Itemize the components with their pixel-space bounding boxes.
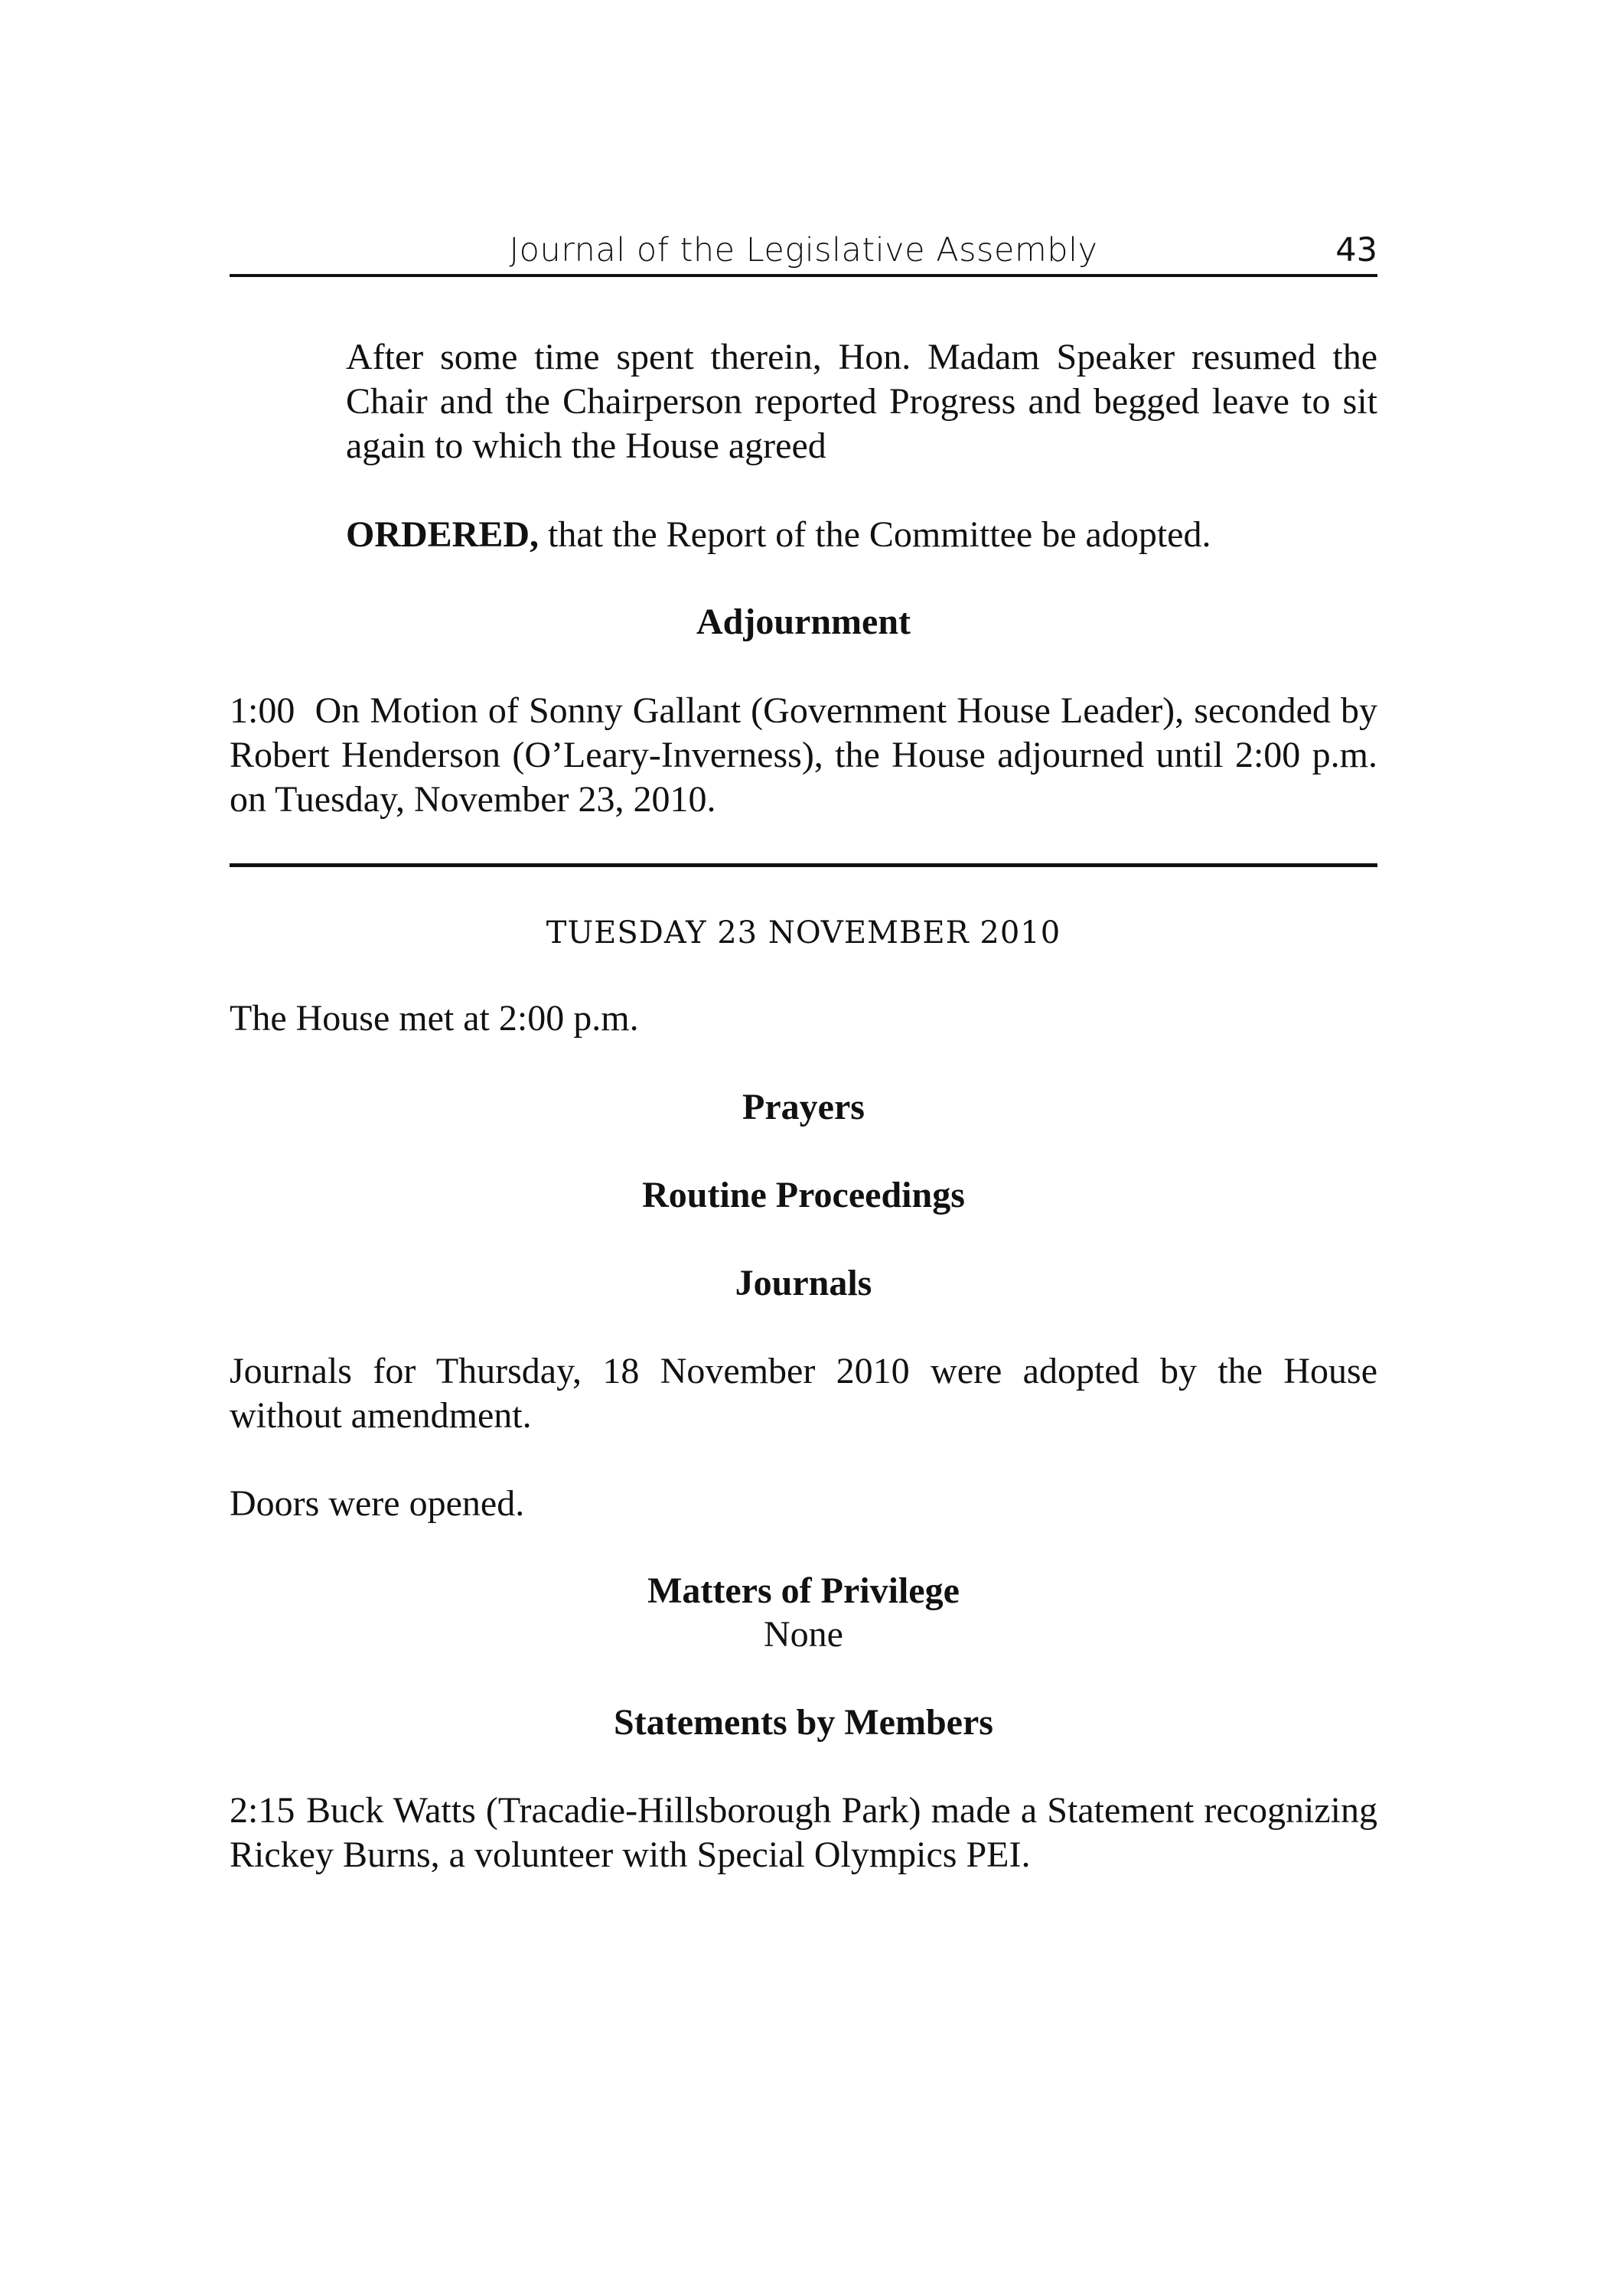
sitting-date-heading: TUESDAY 23 NOVEMBER 2010: [546, 915, 1061, 951]
statements-by-members-heading: Statements by Members: [614, 1702, 993, 1743]
adjournment-text: On Motion of Sonny Gallant (Government House Leader), seconded by Robert Henderson (O’Leary-Inverness), the House adjourned until 2:00 p.m. on Tuesday, November 23, 2010.: [230, 690, 1378, 820]
ordered-text: that the Report of the Committee be adopted.: [539, 514, 1211, 555]
ordered-label: ORDERED,: [346, 514, 539, 555]
page-number: 43: [1335, 231, 1377, 269]
doors-opened-text: Doors were opened.: [230, 1483, 525, 1524]
privilege-none-text: None: [764, 1614, 843, 1655]
statement-text: Buck Watts (Tracadie-Hillsborough Park) made a Statement recognizing Rickey Burns, a volunteer with Special Olympics PEI.: [230, 1790, 1377, 1875]
journals-heading: Journals: [735, 1263, 872, 1303]
routine-proceedings-heading: Routine Proceedings: [642, 1175, 965, 1215]
statement-paragraph: [230, 1789, 1377, 1877]
ordered-paragraph: [346, 513, 1377, 557]
page-header: [230, 227, 1377, 274]
journals-paragraph: Journals for Thursday, 18 November 2010 were adopted by the House without amendment.: [230, 1351, 1377, 1436]
matters-of-privilege-heading: Matters of Privilege: [647, 1570, 960, 1611]
adjournment-heading: Adjournment: [696, 602, 911, 642]
adjournment-paragraph: [230, 689, 1377, 822]
house-met-text: The House met at 2:00 p.m.: [230, 998, 639, 1039]
committee-progress-paragraph: After some time spent therein, Hon. Madam Speaker resumed the Chair and the Chairperson reported Progress and begged leave to sit again to which the House agreed: [346, 337, 1377, 466]
prayers-heading: Prayers: [742, 1087, 865, 1127]
adjournment-time: 1:00: [230, 690, 295, 731]
statement-time: 2:15: [230, 1790, 295, 1831]
header-rule: [230, 274, 1377, 277]
running-title: Journal of the Legislative Assembly: [509, 231, 1098, 269]
section-divider: [230, 863, 1377, 867]
